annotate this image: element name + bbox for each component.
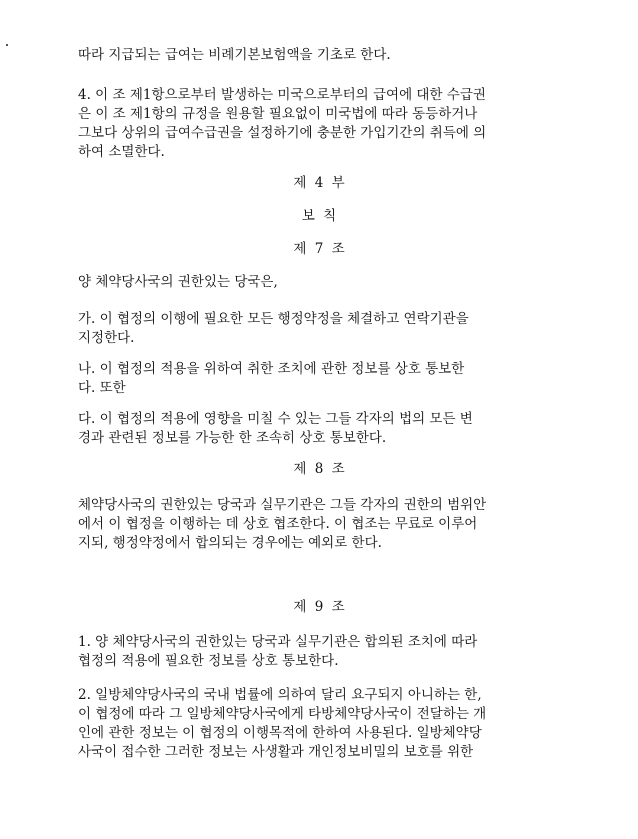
text-line: 경과 관련된 정보를 가능한 한 조속히 상호 통보한다. <box>78 430 387 446</box>
text-line: 은 이 조 제1항의 규정을 원용할 필요없이 미국법에 따라 동등하거나 <box>78 106 478 122</box>
text-line: 지정한다. <box>78 330 135 346</box>
paragraph-article7-ga <box>78 310 590 348</box>
part-heading: 제 4 부 <box>293 175 347 191</box>
paragraph-intro <box>78 46 590 65</box>
text-line: 따라 지급되는 급여는 비례기본보험액을 기초로 한다. <box>78 47 391 63</box>
text-line: 에서 이 협정을 이행하는 데 상호 협조한다. 이 협조는 무료로 이루어 <box>78 516 478 532</box>
paragraph-article9-item2 <box>78 686 590 762</box>
text-line: 지되, 행정약정에서 합의되는 경우에는 예외로 한다. <box>78 535 382 551</box>
text-line: 가. 이 협정의 이행에 필요한 모든 행정약정을 체결하고 연락기관을 <box>78 311 469 327</box>
text-line: 2. 일방체약당사국의 국내 법률에 의하여 달리 요구되지 아니하는 한, <box>78 687 482 703</box>
text-line: 나. 이 협정의 적용을 위하여 취한 조치에 관한 정보를 상호 통보한 <box>78 361 465 377</box>
article8-heading: 제 8 조 <box>293 461 347 477</box>
text-line: 이 협정에 따라 그 일방체약당사국에게 타방체약당사국이 전달하는 개 <box>78 706 487 722</box>
article7-heading: 제 7 조 <box>293 241 347 257</box>
text-line: 다. 또한 <box>78 380 126 396</box>
text-line: 사국이 접수한 그러한 정보는 사생활과 개인정보비밀의 보호를 위한 <box>78 744 474 760</box>
text-line: 그보다 상위의 급여수급권을 설정하기에 충분한 가입기간의 취득에 의 <box>78 125 487 141</box>
paragraph-article6-item4 <box>78 86 590 162</box>
text-line: 4. 이 조 제1항으로부터 발생하는 미국으로부터의 급여에 대한 수급권 <box>78 87 486 103</box>
paragraph-article7-intro <box>78 273 590 292</box>
text-line: 다. 이 협정의 적용에 영향을 미칠 수 있는 그들 각자의 법의 모든 변 <box>78 411 473 427</box>
paragraph-article7-da <box>78 410 590 448</box>
text-line: 양 체약당사국의 권한있는 당국은, <box>78 274 278 290</box>
text-line: 인에 관한 정보는 이 협정의 이행목적에 한하여 사용된다. 일방체약당 <box>78 725 482 741</box>
text-line: 1. 양 체약당사국의 권한있는 당국과 실무기관은 합의된 조치에 따라 <box>78 634 478 650</box>
paragraph-article7-na <box>78 360 590 398</box>
scan-speck <box>6 44 8 46</box>
paragraph-article9-item1 <box>78 633 590 671</box>
text-line: 협정의 적용에 필요한 정보를 상호 통보한다. <box>78 653 339 669</box>
text-line: 체약당사국의 권한있는 당국과 실무기관은 그들 각자의 권한의 범위안 <box>78 497 487 513</box>
part-title: 보 칙 <box>301 208 339 224</box>
paragraph-article8 <box>78 496 590 553</box>
text-line: 하여 소멸한다. <box>78 144 165 160</box>
article9-heading: 제 9 조 <box>293 599 347 615</box>
